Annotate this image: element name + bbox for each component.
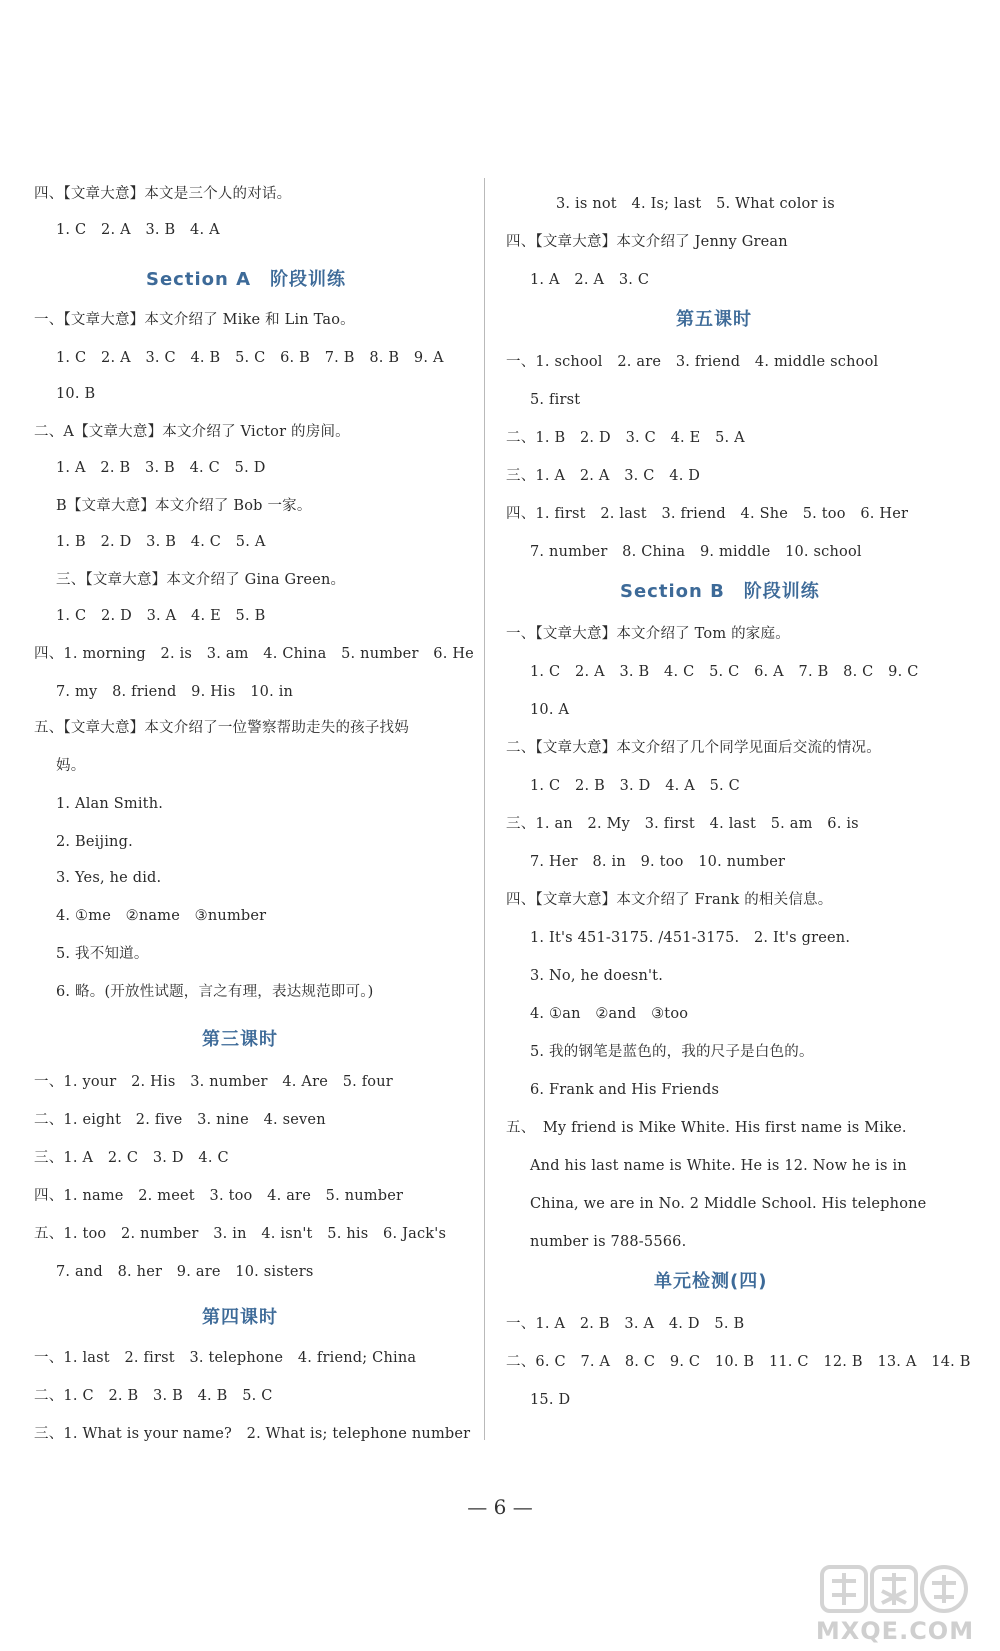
text-line: 三、1. What is your name? 2. What is; telephone number — [34, 1426, 471, 1442]
section-heading: 第四课时 — [202, 1307, 278, 1328]
text-line: 1. B 2. D 3. B 4. C 5. A — [56, 534, 266, 550]
text-line: 一、【文章大意】本文介绍了 Tom 的家庭。 — [506, 626, 790, 642]
text-line: 三、1. A 2. C 3. D 4. C — [34, 1150, 229, 1166]
page-number: — 6 — — [467, 1495, 533, 1519]
text-line: 1. C 2. A 3. C 4. B 5. C 6. B 7. B 8. B 9. A — [56, 350, 444, 366]
text-line: 6. 略。(开放性试题，言之有理，表达规范即可。) — [56, 984, 374, 1000]
text-line: 一、1. A 2. B 3. A 4. D 5. B — [506, 1316, 745, 1332]
text-line: 四、1. morning 2. is 3. am 4. China 5. number 6. He — [34, 646, 474, 662]
text-line: 7. number 8. China 9. middle 10. school — [530, 544, 862, 560]
text-line: B【文章大意】本文介绍了 Bob 一家。 — [56, 498, 312, 514]
text-line: 四、【文章大意】本文是三个人的对话。 — [34, 186, 292, 202]
text-line: 四、【文章大意】本文介绍了 Frank 的相关信息。 — [506, 892, 833, 908]
watermark — [800, 1561, 990, 1645]
text-line: 2. Beijing. — [56, 834, 133, 850]
text-line: 15. D — [530, 1392, 571, 1408]
text-line: 五、【文章大意】本文介绍了一位警察帮助走失的孩子找妈 — [34, 720, 409, 736]
text-line: 1. A 2. B 3. B 4. C 5. D — [56, 460, 266, 476]
text-line: 妈。 — [56, 758, 86, 774]
text-line: 二、1. eight 2. five 3. nine 4. seven — [34, 1112, 326, 1128]
text-line: 1. C 2. D 3. A 4. E 5. B — [56, 608, 266, 624]
text-line: 1. C 2. B 3. D 4. A 5. C — [530, 778, 740, 794]
text-line: 3. No, he doesn't. — [530, 968, 664, 984]
section-heading: Section A 阶段训练 — [146, 269, 346, 290]
text-line: 4. ①me ②name ③number — [56, 908, 267, 924]
text-line: And his last name is White. He is 12. Now he is in — [530, 1158, 907, 1174]
answer-logo-icon — [820, 1561, 970, 1617]
column-divider — [484, 178, 485, 1440]
text-line: 3. Yes, he did. — [56, 870, 162, 886]
text-line: 三、1. A 2. A 3. C 4. D — [506, 468, 701, 484]
text-line: 一、【文章大意】本文介绍了 Mike 和 Lin Tao。 — [34, 312, 355, 328]
text-line: 1. C 2. A 3. B 4. A — [56, 222, 220, 238]
section-heading: 第三课时 — [202, 1029, 278, 1050]
text-line: 三、【文章大意】本文介绍了 Gina Green。 — [56, 572, 346, 588]
text-line: 7. Her 8. in 9. too 10. number — [530, 854, 786, 870]
watermark-text: MXQE.COM — [815, 1617, 975, 1645]
text-line: 二、6. C 7. A 8. C 9. C 10. B 11. C 12. B 13. A 14. B — [506, 1354, 971, 1370]
text-line: 1. A 2. A 3. C — [530, 272, 650, 288]
text-line: 一、1. last 2. first 3. telephone 4. friend; China — [34, 1350, 417, 1366]
text-line: 五、 My friend is Mike White. His first name is Mike. — [506, 1120, 907, 1136]
text-line: 四、【文章大意】本文介绍了 Jenny Grean — [506, 234, 788, 250]
text-line: 7. my 8. friend 9. His 10. in — [56, 684, 294, 700]
text-line: 5. first — [530, 392, 581, 408]
section-heading: 第五课时 — [676, 309, 752, 330]
text-line: 5. 我的钢笔是蓝色的，我的尺子是白色的。 — [530, 1044, 814, 1060]
text-line: 二、1. B 2. D 3. C 4. E 5. A — [506, 430, 745, 446]
text-line: 10. B — [56, 386, 96, 402]
text-line: 3. is not 4. Is; last 5. What color is — [556, 196, 835, 212]
text-line: 四、1. name 2. meet 3. too 4. are 5. number — [34, 1188, 404, 1204]
section-heading: Section B 阶段训练 — [620, 581, 820, 602]
text-line: 二、1. C 2. B 3. B 4. B 5. C — [34, 1388, 273, 1404]
text-line: 1. Alan Smith. — [56, 796, 164, 812]
text-line: 7. and 8. her 9. are 10. sisters — [56, 1264, 314, 1280]
section-heading: 单元检测(四) — [654, 1271, 768, 1292]
text-line: 二、A【文章大意】本文介绍了 Victor 的房间。 — [34, 424, 350, 440]
text-line: 三、1. an 2. My 3. first 4. last 5. am 6. is — [506, 816, 859, 832]
text-line: 4. ①an ②and ③too — [530, 1006, 689, 1022]
text-line: 6. Frank and His Friends — [530, 1082, 720, 1098]
text-line: number is 788-5566. — [530, 1234, 687, 1250]
text-line: 一、1. your 2. His 3. number 4. Are 5. four — [34, 1074, 393, 1090]
text-line: China, we are in No. 2 Middle School. His telephone — [530, 1196, 927, 1212]
text-line: 10. A — [530, 702, 570, 718]
text-line: 一、1. school 2. are 3. friend 4. middle school — [506, 354, 879, 370]
text-line: 五、1. too 2. number 3. in 4. isn't 5. his 6. Jack's — [34, 1226, 447, 1242]
text-line: 二、【文章大意】本文介绍了几个同学见面后交流的情况。 — [506, 740, 881, 756]
text-line: 四、1. first 2. last 3. friend 4. She 5. too 6. Her — [506, 506, 909, 522]
text-line: 5. 我不知道。 — [56, 946, 149, 962]
text-line: 1. It's 451-3175. /451-3175. 2. It's green. — [530, 930, 851, 946]
text-line: 1. C 2. A 3. B 4. C 5. C 6. A 7. B 8. C 9. C — [530, 664, 919, 680]
